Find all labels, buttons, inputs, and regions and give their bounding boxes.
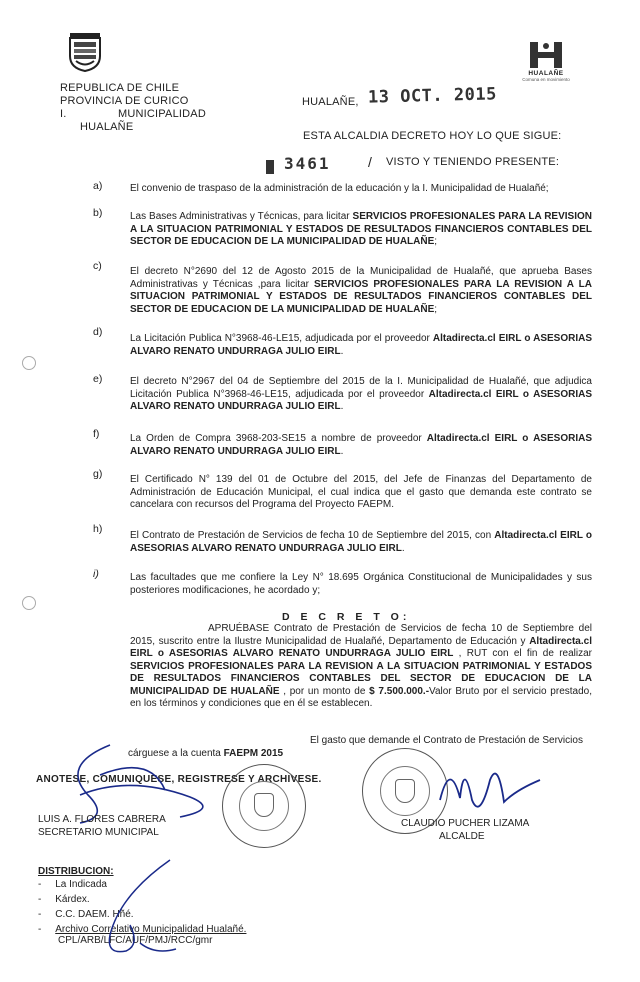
- logo-subtext: Comuna en movimiento: [522, 77, 570, 82]
- distribution-item: - Kárdex.: [38, 894, 90, 905]
- item-text-c: El decreto N°2690 del 12 de Agosto 2015 de la Municipalidad de Hualañé, que aprueba Bases Administrativas y Técnicas ,para licitar SERVICIOS PROFESIONALES PARA LA REVISION A LA SITUACION PATRIMONIAL Y ESTADOS DE RESULTADOS FINANCIEROS CONTABLES DEL SECTOR DE EDUCACION DE LA MUNICIPALIDAD DE HUALAÑE;: [130, 266, 593, 315]
- item-letter-e: e): [93, 373, 103, 385]
- punch-hole-icon: [22, 356, 36, 370]
- hualane-logo-icon: [526, 40, 566, 70]
- decree-intro: ESTA ALCALDIA DECRETO HOY LO QUE SIGUE:: [303, 130, 562, 142]
- item-text-g: El Certificado N° 139 del 01 de Octubre del 2015, del Jefe de Finanzas del Departamento de Administración de Educación Municipal, el cual indica que el gasto que demanda este contrato se cancelara con recursos del Programa del Proyecto FAEPM.: [130, 474, 592, 510]
- distribution-item: - C.C. DAEM. Hñé.: [38, 909, 134, 920]
- cargo-account: FAEPM 2015: [223, 748, 284, 759]
- item-letter-h: h): [93, 523, 103, 535]
- item-text-h: El Contrato de Prestación de Servicios de fecha 10 de Septiembre del 2015, con Altadirecta.cl EIRL o ASESORIAS ALVARO RENATO UNDURRAGA JULIO EIRL.: [130, 530, 592, 554]
- punch-hole-icon: [22, 596, 36, 610]
- hualane-logo: [520, 40, 572, 82]
- visto-label: VISTO Y TENIENDO PRESENTE:: [386, 156, 560, 168]
- decree-number-mark: [266, 160, 274, 174]
- decree-number: 3461: [284, 154, 331, 173]
- distribution-initials: CPL/ARB/LFC/AUF/PMJ/RCC/gmr: [58, 935, 213, 946]
- country-name: REPUBLICA DE CHILE: [60, 82, 180, 94]
- coat-of-arms-icon: [66, 30, 104, 72]
- cargo-prefix: cárguese a la cuenta: [128, 748, 221, 759]
- secretary-role: SECRETARIO MUNICIPAL: [38, 827, 159, 838]
- item-text-i: Las facultades que me confiere la Ley N° 18.695 Orgánica Constitucional de Municipalidades y sus posteriores modificaciones, he acordado y;: [130, 572, 592, 596]
- place-label: HUALAÑE,: [302, 96, 359, 108]
- mayor-role: ALCALDE: [439, 831, 485, 842]
- secretary-name: LUIS A. FLORES CABRERA: [38, 814, 166, 825]
- secretary-stamp-icon: [222, 764, 306, 848]
- gasto-text: El gasto que demande el Contrato de Prestación de Servicios: [310, 735, 583, 746]
- cargo-line: [128, 748, 283, 759]
- item-text-e: El decreto N°2967 del 04 de Septiembre del 2015 de la I. Municipalidad de Hualañé, que adjudica Licitación Publica N°3968-46-LE15, adjudicada por el proveedor Altadirecta.cl EIRL o ASESORIAS ALVARO RENATO UNDURRAGA JULIO EIRL.: [130, 376, 592, 412]
- item-letter-g: g): [93, 468, 103, 480]
- item-letter-d: d): [93, 326, 103, 338]
- mayor-name: CLAUDIO PUCHER LIZAMA: [401, 818, 530, 829]
- item-letter-i: i): [93, 568, 99, 580]
- decreto-body: APRUÉBASE Contrato de Prestación de Servicios de fecha 10 de Septiembre del 2015, suscrito entre la Ilustre Municipalidad de Hualañé, Departamento de Educación y Altadirecta.cl EIRL o ASESORIAS ALVARO RENATO UNDURRAGA JULIO EIRL , RUT con el fin de realizar SERVICIOS PROFESIONALES PARA LA REVISION A LA SITUACION PATRIMONIAL Y ESTADOS DE RESULTADOS FINANCIEROS CONTABLES DEL SECTOR DE EDUCACION DE LA MUNICIPALIDAD DE HUALAÑE , por un monto de $ 7.500.000.-Valor Bruto por el servicio prestado, en los términos y condiciones que en él se establecen.: [130, 623, 592, 709]
- closing-text: ANOTESE, COMUNIQUESE, REGISTRESE Y ARCHIVESE.: [36, 774, 322, 785]
- item-letter-b: b): [93, 207, 103, 219]
- item-text-b: Las Bases Administrativas y Técnicas, para licitar SERVICIOS PROFESIONALES PARA LA REVISION A LA SITUACION PATRIMONIAL Y ESTADOS DE RESULTADOS FINANCIEROS CONTABLES DEL SECTOR DE EDUCACION DE LA MUNICIPALIDAD DE HUALAÑE;: [130, 211, 592, 247]
- date-stamp: 13 OCT. 2015: [367, 84, 498, 108]
- distribution-item: - La Indicada: [38, 879, 107, 890]
- decreto-title: D E C R E T O:: [282, 611, 411, 623]
- item-letter-a: a): [93, 180, 103, 192]
- item-letter-c: c): [93, 260, 102, 272]
- municipality-name: HUALAÑE: [80, 121, 134, 133]
- item-letter-f: f): [93, 428, 100, 440]
- logo-text: HUALAÑE: [528, 70, 564, 77]
- municipality-label: MUNICIPALIDAD: [118, 108, 206, 120]
- province-name: PROVINCIA DE CURICO: [60, 95, 189, 107]
- decree-number-slash: /: [368, 154, 372, 170]
- item-text-d: La Licitación Publica N°3968-46-LE15, adjudicada por el proveedor Altadirecta.cl EIRL o ASESORIAS ALVARO RENATO UNDURRAGA JULIO EIRL.: [130, 333, 593, 357]
- distribution-title: DISTRIBUCION:: [38, 866, 114, 877]
- item-text-f: La Orden de Compra 3968-203-SE15 a nombre de proveedor Altadirecta.cl EIRL o ASESORIAS ALVARO RENATO UNDURRAGA JULIO EIRL.: [130, 433, 592, 457]
- distribution-item: - Archivo Correlativo Municipalidad Hualañé.: [38, 924, 247, 935]
- municipality-prefix: I.: [60, 108, 67, 120]
- item-text-a: El convenio de traspaso de la administración de la educación y la I. Municipalidad de Hualañé;: [130, 183, 549, 194]
